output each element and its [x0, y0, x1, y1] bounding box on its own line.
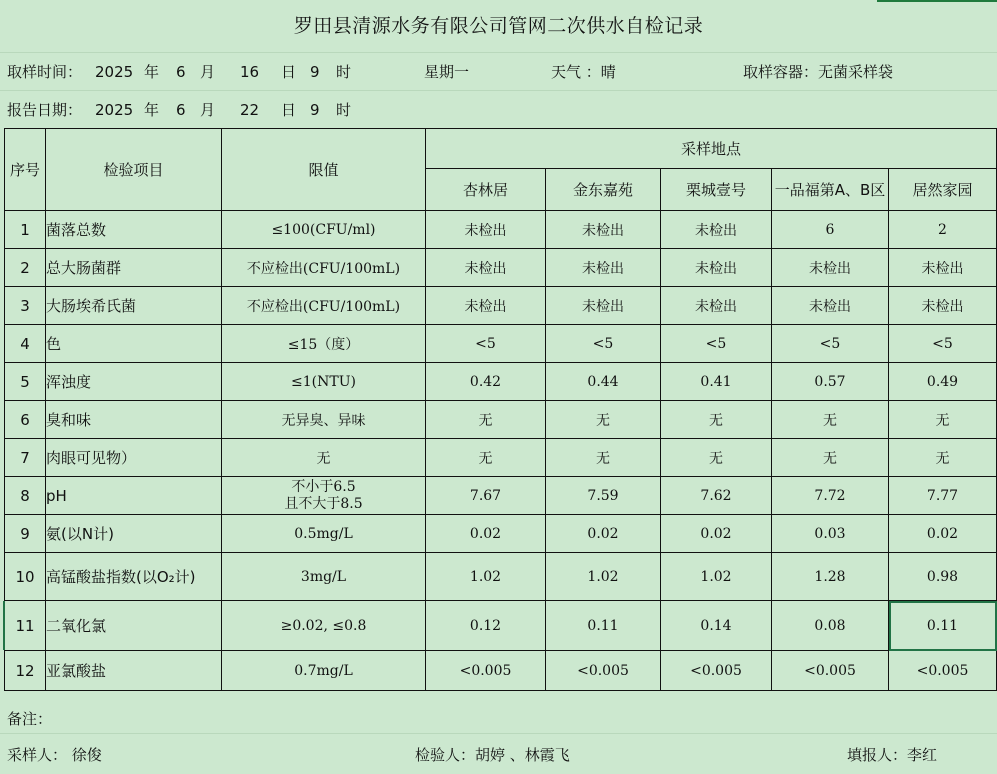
result-cell[interactable]: 0.98 [889, 553, 997, 601]
report-year-unit: 年 [144, 101, 160, 119]
result-cell[interactable]: 1.02 [546, 553, 661, 601]
result-cell[interactable]: 0.57 [772, 363, 889, 401]
row-index-cell[interactable]: 7 [5, 439, 46, 477]
table-row [5, 249, 997, 287]
remarks-row [0, 701, 997, 737]
limit-cell[interactable]: ≥0.02, ≤0.8 [222, 601, 426, 651]
result-cell[interactable]: <5 [426, 325, 546, 363]
result-cell[interactable]: 无 [661, 401, 772, 439]
header-sampling-sites[interactable]: 采样地点 [426, 129, 997, 169]
report-month-unit: 月 [200, 101, 216, 119]
report-day[interactable]: 22 [240, 101, 260, 119]
header-site[interactable]: 杏林居 [426, 169, 546, 211]
row-index-cell[interactable]: 12 [5, 651, 46, 691]
row-index-cell[interactable]: 11 [5, 601, 46, 651]
report-hour[interactable]: 9 [310, 101, 320, 119]
header-index[interactable]: 序号 [5, 129, 46, 211]
limit-cell[interactable] [222, 477, 426, 515]
sampling-hour[interactable]: 9 [310, 63, 320, 81]
header-item[interactable]: 检验项目 [46, 129, 222, 211]
row-index-cell[interactable]: 8 [5, 477, 46, 515]
result-cell[interactable]: 1.02 [661, 553, 772, 601]
result-cell[interactable]: 7.67 [426, 477, 546, 515]
report-date-label: 报告日期： [7, 101, 83, 119]
result-cell[interactable]: 0.12 [426, 601, 546, 651]
result-cell[interactable]: 7.77 [889, 477, 997, 515]
test-item-cell[interactable]: 氨(以N计) [46, 515, 222, 553]
result-cell[interactable]: 1.02 [426, 553, 546, 601]
sampling-month[interactable]: 6 [176, 63, 186, 81]
header-site[interactable]: 栗城壹号 [661, 169, 772, 211]
limit-cell[interactable]: ≤15（度） [222, 325, 426, 363]
sampling-month-unit: 月 [200, 63, 216, 81]
weather[interactable]: 天气 ：晴 [551, 63, 616, 81]
limit-line: 且不大于8.5 [284, 495, 363, 512]
header-site[interactable]: 居然家园 [889, 169, 997, 211]
limit-cell[interactable]: ≤1(NTU) [222, 363, 426, 401]
result-cell[interactable]: 0.02 [661, 515, 772, 553]
remarks-label[interactable]: 备注： [7, 710, 53, 728]
row-index-cell[interactable]: 10 [5, 553, 46, 601]
limit-line: 不小于6.5 [291, 478, 356, 495]
page-title: 罗田县清源水务有限公司管网二次供水自检记录 [293, 15, 704, 37]
result-cell[interactable]: 未检出 [772, 287, 889, 325]
result-cell[interactable]: 未检出 [661, 211, 772, 249]
result-cell[interactable]: <0.005 [772, 651, 889, 691]
result-cell[interactable]: 无 [546, 439, 661, 477]
test-item-cell[interactable]: 浑浊度 [46, 363, 222, 401]
result-cell[interactable]: <5 [546, 325, 661, 363]
row-index-cell[interactable]: 6 [5, 401, 46, 439]
result-cell[interactable]: 6 [772, 211, 889, 249]
sampling-hour-unit: 时 [336, 63, 352, 81]
table-row [5, 601, 997, 651]
result-cell[interactable]: <5 [772, 325, 889, 363]
report-day-unit: 日 [281, 101, 297, 119]
result-cell[interactable]: 0.14 [661, 601, 772, 651]
sampling-day-unit: 日 [281, 63, 297, 81]
result-cell[interactable]: 无 [426, 401, 546, 439]
result-cell[interactable]: 7.62 [661, 477, 772, 515]
result-cell[interactable]: <0.005 [889, 651, 997, 691]
header-site[interactable]: 一品福第A、B区 [772, 169, 889, 211]
test-item-cell[interactable]: 色 [46, 325, 222, 363]
result-cell[interactable]: 0.49 [889, 363, 997, 401]
row-index-cell[interactable]: 9 [5, 515, 46, 553]
result-cell[interactable]: 0.42 [426, 363, 546, 401]
sampler[interactable]: 采样人： 徐俊 [7, 746, 102, 764]
result-cell[interactable]: 7.72 [772, 477, 889, 515]
result-cell[interactable]: 0.44 [546, 363, 661, 401]
result-cell[interactable]: <0.005 [661, 651, 772, 691]
table-row [5, 363, 997, 401]
result-cell[interactable]: 7.59 [546, 477, 661, 515]
row-index-cell[interactable]: 4 [5, 325, 46, 363]
sampling-time-row [0, 53, 997, 91]
result-cell[interactable]: 未检出 [546, 211, 661, 249]
result-cell[interactable]: 无 [661, 439, 772, 477]
result-cell[interactable]: 未检出 [546, 287, 661, 325]
limit-cell[interactable]: 0.5mg/L [222, 515, 426, 553]
result-cell[interactable]: 0.08 [772, 601, 889, 651]
limit-cell[interactable]: 0.7mg/L [222, 651, 426, 691]
result-cell[interactable]: 0.11 [889, 601, 997, 651]
test-item-cell[interactable]: 大肠埃希氏菌 [46, 287, 222, 325]
inspector[interactable]: 检验人：胡婷 、林霞飞 [415, 746, 570, 764]
result-cell[interactable]: 0.41 [661, 363, 772, 401]
table-row [5, 325, 997, 363]
test-item-cell[interactable]: 高锰酸盐指数(以O₂计) [46, 553, 222, 601]
result-cell[interactable]: 未检出 [426, 211, 546, 249]
sample-container[interactable]: 取样容器：无菌采样袋 [743, 63, 894, 81]
table-row [5, 515, 997, 553]
table-row [5, 401, 997, 439]
result-cell[interactable]: 0.02 [889, 515, 997, 553]
result-cell[interactable]: 未检出 [889, 249, 997, 287]
table-row [5, 553, 997, 601]
result-cell[interactable]: 2 [889, 211, 997, 249]
row-selection-marker [3, 601, 5, 650]
table-row [5, 211, 997, 249]
reporter[interactable]: 填报人：李红 [847, 746, 938, 764]
result-cell[interactable]: 0.03 [772, 515, 889, 553]
test-item-cell[interactable]: 二氧化氯 [46, 601, 222, 651]
limit-cell[interactable]: 无异臭、异味 [222, 401, 426, 439]
result-cell[interactable]: 未检出 [661, 287, 772, 325]
limit-cell[interactable]: 不应检出(CFU/100mL) [222, 287, 426, 325]
report-month[interactable]: 6 [176, 101, 186, 119]
result-cell[interactable]: 无 [889, 439, 997, 477]
result-cell[interactable]: 无 [772, 439, 889, 477]
row-index-cell[interactable]: 1 [5, 211, 46, 249]
result-cell[interactable]: 未检出 [546, 249, 661, 287]
test-item-cell[interactable]: 亚氯酸盐 [46, 651, 222, 691]
sampling-time-label: 取样时间： [7, 63, 83, 81]
test-item-cell[interactable]: 菌落总数 [46, 211, 222, 249]
result-cell[interactable]: 未检出 [889, 287, 997, 325]
result-cell[interactable]: <5 [889, 325, 997, 363]
report-hour-unit: 时 [336, 101, 352, 119]
test-item-cell[interactable]: 总大肠菌群 [46, 249, 222, 287]
result-cell[interactable]: 0.02 [426, 515, 546, 553]
limit-cell[interactable]: ≤100(CFU/ml) [222, 211, 426, 249]
report-year[interactable]: 2025 [95, 101, 134, 119]
signature-row [0, 737, 997, 773]
result-cell[interactable]: 无 [546, 401, 661, 439]
sampling-year-unit: 年 [144, 63, 160, 81]
test-item-cell[interactable]: 肉眼可见物） [46, 439, 222, 477]
sampling-year[interactable]: 2025 [95, 63, 134, 81]
sampling-day[interactable]: 16 [240, 63, 260, 81]
limit-cell[interactable]: 不应检出(CFU/100mL) [222, 249, 426, 287]
result-cell[interactable]: 无 [772, 401, 889, 439]
result-cell[interactable]: 未检出 [661, 249, 772, 287]
inspection-table [4, 128, 997, 691]
table-row [5, 651, 997, 691]
result-cell[interactable]: 无 [426, 439, 546, 477]
result-cell[interactable]: <0.005 [426, 651, 546, 691]
limit-cell[interactable]: 无 [222, 439, 426, 477]
result-cell[interactable]: 未检出 [426, 249, 546, 287]
row-index-cell[interactable]: 5 [5, 363, 46, 401]
result-cell[interactable]: 无 [889, 401, 997, 439]
table-row [5, 439, 997, 477]
test-item-cell[interactable]: pH [46, 477, 222, 515]
result-cell[interactable]: 0.11 [546, 601, 661, 651]
row-index-cell[interactable]: 2 [5, 249, 46, 287]
table-row [5, 287, 997, 325]
weekday[interactable]: 星期一 [424, 63, 470, 81]
result-cell[interactable]: <0.005 [546, 651, 661, 691]
test-item-cell[interactable]: 臭和味 [46, 401, 222, 439]
row-index-cell[interactable]: 3 [5, 287, 46, 325]
report-date-row [0, 91, 997, 129]
result-cell[interactable]: 0.02 [546, 515, 661, 553]
result-cell[interactable]: 未检出 [772, 249, 889, 287]
result-cell[interactable]: 1.28 [772, 553, 889, 601]
result-cell[interactable]: <5 [661, 325, 772, 363]
header-limit[interactable]: 限值 [222, 129, 426, 211]
header-site[interactable]: 金东嘉苑 [546, 169, 661, 211]
result-cell[interactable]: 未检出 [426, 287, 546, 325]
table-row [5, 477, 997, 515]
limit-cell[interactable]: 3mg/L [222, 553, 426, 601]
